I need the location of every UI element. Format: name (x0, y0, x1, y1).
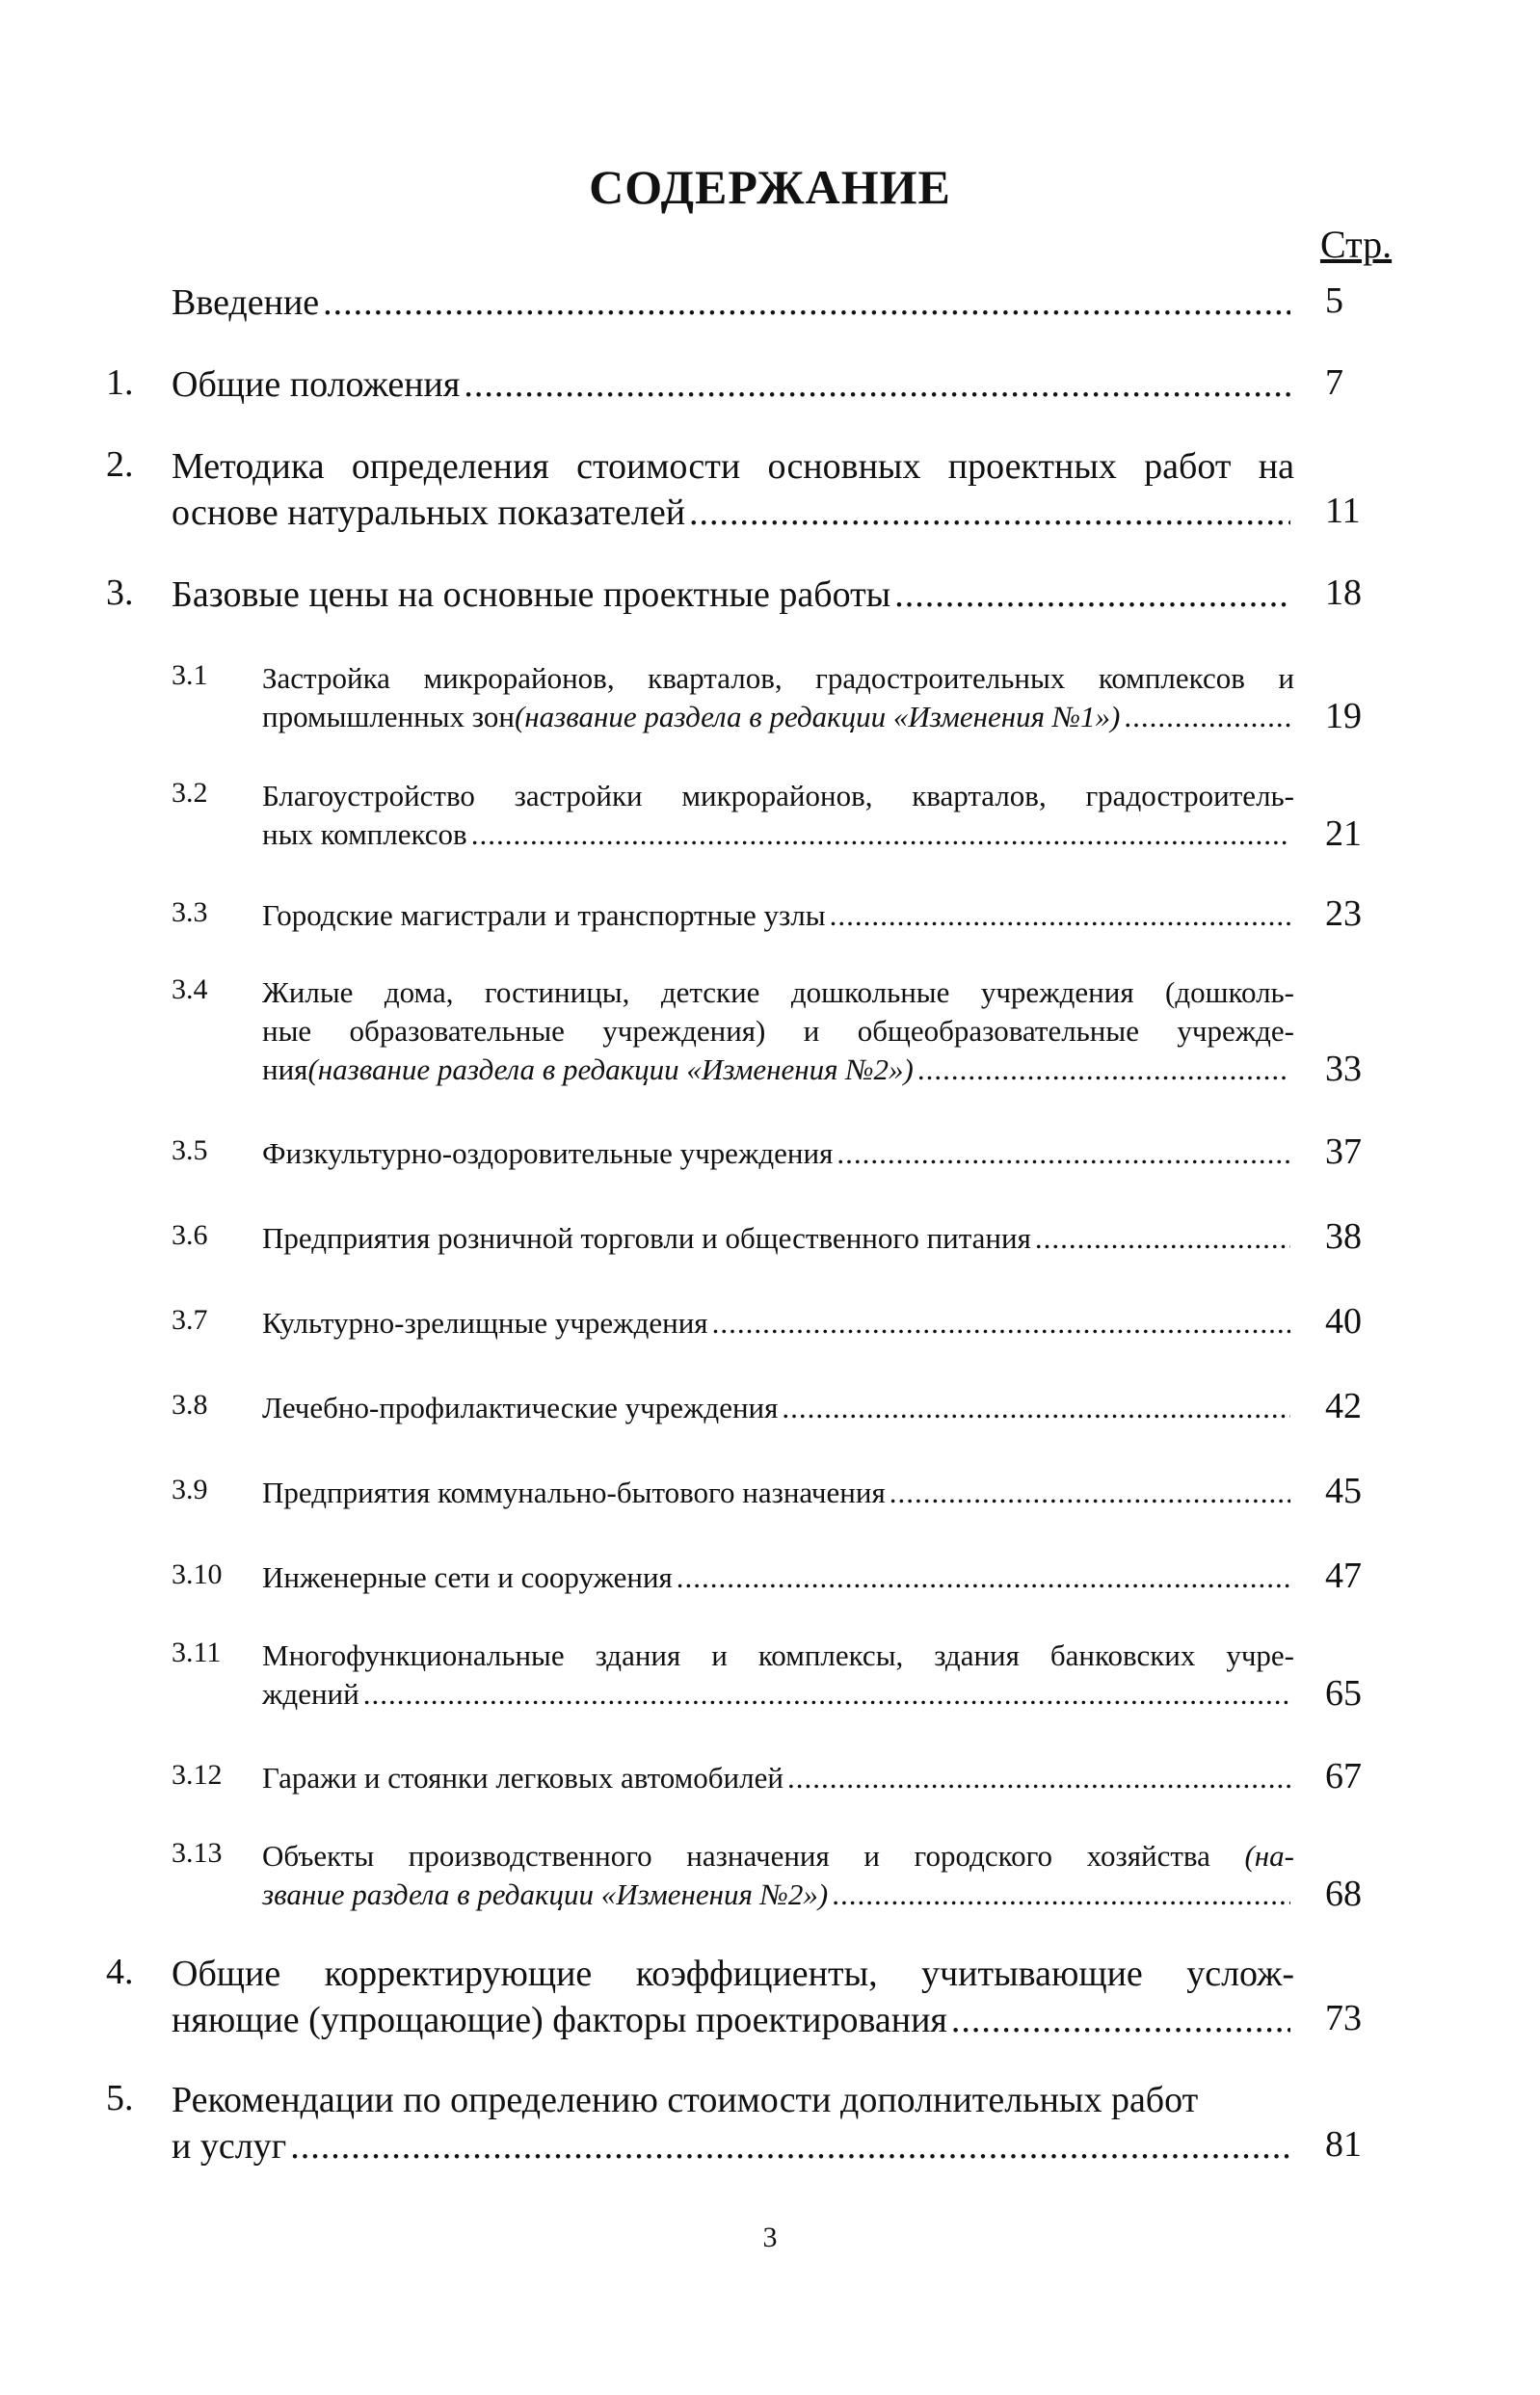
revision-note: (название раздела в редакции «Изменения №2») (307, 1052, 914, 1086)
toc-entry-text-line1: Общие корректирующие коэффициенты, учитывающие услож- (172, 1954, 1294, 1994)
toc-entry-text: Введение (172, 282, 320, 323)
toc-entry-number: 3.9 (172, 1474, 208, 1505)
toc-entry-page: 7 (1325, 362, 1343, 403)
toc-entry-text-line3: ния (262, 1052, 308, 1086)
dot-leader (471, 815, 1290, 854)
revision-note: (название раздела в редакции «Изменения №1») (514, 700, 1121, 733)
dot-leader (712, 1304, 1290, 1343)
page-title: СОДЕРЖАНИЕ (589, 160, 951, 214)
toc-entry-text: Лечебно-профилактические учреждения (262, 1391, 779, 1424)
toc-entry-page: 37 (1325, 1131, 1362, 1172)
toc-entry-number: 3.12 (172, 1759, 223, 1791)
dot-leader (889, 1474, 1290, 1512)
toc-entry-text: Базовые цены на основные проектные работы (172, 574, 891, 615)
toc-entry-text: Инженерные сети и сооружения (262, 1560, 673, 1594)
dot-leader (836, 1134, 1290, 1173)
dot-leader (894, 572, 1290, 618)
dot-leader (290, 2123, 1290, 2169)
toc-entry-page: 45 (1325, 1471, 1362, 1511)
toc-entry-number: 3.10 (172, 1558, 223, 1590)
dot-leader (951, 1997, 1290, 2043)
toc-entry-page: 33 (1325, 1049, 1362, 1089)
toc-entry-text-line2: основе натуральных показателей (172, 492, 686, 533)
toc-entry-text-line1: Благоустройство застройки микрорайонов, кварталов, градостроитель- (262, 779, 1294, 812)
toc-entry-page: 19 (1325, 696, 1362, 736)
toc-entry-text-line1: Многофункциональные здания и комплексы, здания банковских учре- (262, 1638, 1294, 1672)
toc-entry-text-line2: ные образовательные учреждения) и общеобразовательные учрежде- (262, 1014, 1294, 1048)
dot-leader (830, 896, 1290, 935)
toc-entry-number: 3.13 (172, 1837, 223, 1869)
toc-entry-number: 3.11 (172, 1637, 222, 1668)
toc-entry-text-line1: Объекты производственного назначения и городского хозяйства (262, 1839, 1245, 1873)
dot-leader (787, 1759, 1290, 1797)
toc-entry-number: 3. (106, 572, 134, 613)
toc-entry-page: 38 (1325, 1216, 1362, 1257)
dot-leader (677, 1558, 1290, 1597)
toc-entry-text-line2: ных комплексов (262, 817, 467, 851)
toc-entry-text-line1: Рекомендации по определению стоимости дополнительных работ (172, 2080, 1199, 2120)
dot-leader (689, 490, 1290, 536)
toc-entry-page: 68 (1325, 1874, 1362, 1914)
toc-entry-number: 3.5 (172, 1134, 208, 1166)
toc-entry-number: 1. (106, 362, 134, 403)
toc-entry-text: Физкультурно-оздоровительные учреждения (262, 1136, 834, 1170)
toc-entry-page: 47 (1325, 1556, 1362, 1596)
toc-entry-text-line2: ждений (262, 1677, 359, 1711)
dot-leader (1035, 1219, 1290, 1258)
toc-entry-text: Общие положения (172, 364, 461, 405)
dot-leader (363, 1675, 1290, 1714)
toc-entry-text: Гаражи и стоянки легковых автомобилей (262, 1761, 783, 1795)
toc-entry-number: 3.2 (172, 777, 208, 809)
dot-leader (917, 1051, 1290, 1089)
toc-entry-text: Предприятия коммунально-бытового назначения (262, 1476, 886, 1509)
toc-entry-text: Городские магистрали и транспортные узлы (262, 898, 826, 932)
toc-entry-page: 11 (1325, 491, 1361, 531)
toc-entry-page: 5 (1325, 280, 1343, 321)
toc-entry-text-line1: Методика определения стоимости основных проектных работ на (172, 446, 1294, 487)
toc-entry-page: 73 (1325, 1998, 1362, 2038)
dot-leader (832, 1876, 1290, 1914)
dot-leader (1124, 698, 1290, 736)
toc-entry-text: Культурно-зрелищные учреждения (262, 1306, 708, 1340)
toc-entry-number: 3.8 (172, 1389, 208, 1421)
toc-entry-page: 23 (1325, 893, 1362, 934)
toc-entry-number: 4. (106, 1952, 134, 1992)
toc-entry-number: 2. (106, 444, 134, 485)
toc-entry-page: 81 (1325, 2124, 1362, 2165)
toc-entry-text: Предприятия розничной торговли и общественного питания (262, 1221, 1031, 1255)
toc-entry-page: 40 (1325, 1301, 1362, 1342)
revision-note: (на- (1244, 1839, 1294, 1873)
toc-entry-page: 67 (1325, 1756, 1362, 1796)
toc-entry-text-line2: няющие (упрощающие) факторы проектирования (172, 2000, 947, 2040)
toc-entry-text-line1: Жилые дома, гостиницы, детские дошкольные учреждения (дошколь- (262, 975, 1294, 1009)
toc-entry-text-line2: и услуг (172, 2126, 287, 2167)
toc-entry-number: 3.6 (172, 1219, 208, 1251)
toc-entry-text-line2: промышленных зон (262, 700, 515, 733)
toc-entry-number: 3.4 (172, 973, 208, 1005)
toc-entry-page: 42 (1325, 1386, 1362, 1426)
toc-entry-page: 65 (1325, 1673, 1362, 1714)
page-number: 3 (762, 2222, 778, 2253)
toc-entry-page: 18 (1325, 572, 1362, 613)
toc-entry-number: 5. (106, 2078, 134, 2118)
dot-leader (464, 361, 1290, 408)
page-column-header: Стр. (1320, 223, 1393, 266)
dot-leader (782, 1389, 1290, 1427)
toc-entry-text-line1: Застройка микрорайонов, кварталов, градостроительных комплексов и (262, 661, 1294, 695)
toc-entry-page: 21 (1325, 813, 1362, 854)
dot-leader (323, 279, 1290, 326)
revision-note: звание раздела в редакции «Изменения №2») (262, 1877, 829, 1911)
toc-entry-number: 3.1 (172, 659, 208, 691)
toc-entry-number: 3.3 (172, 896, 208, 928)
toc-entry-number: 3.7 (172, 1304, 208, 1336)
